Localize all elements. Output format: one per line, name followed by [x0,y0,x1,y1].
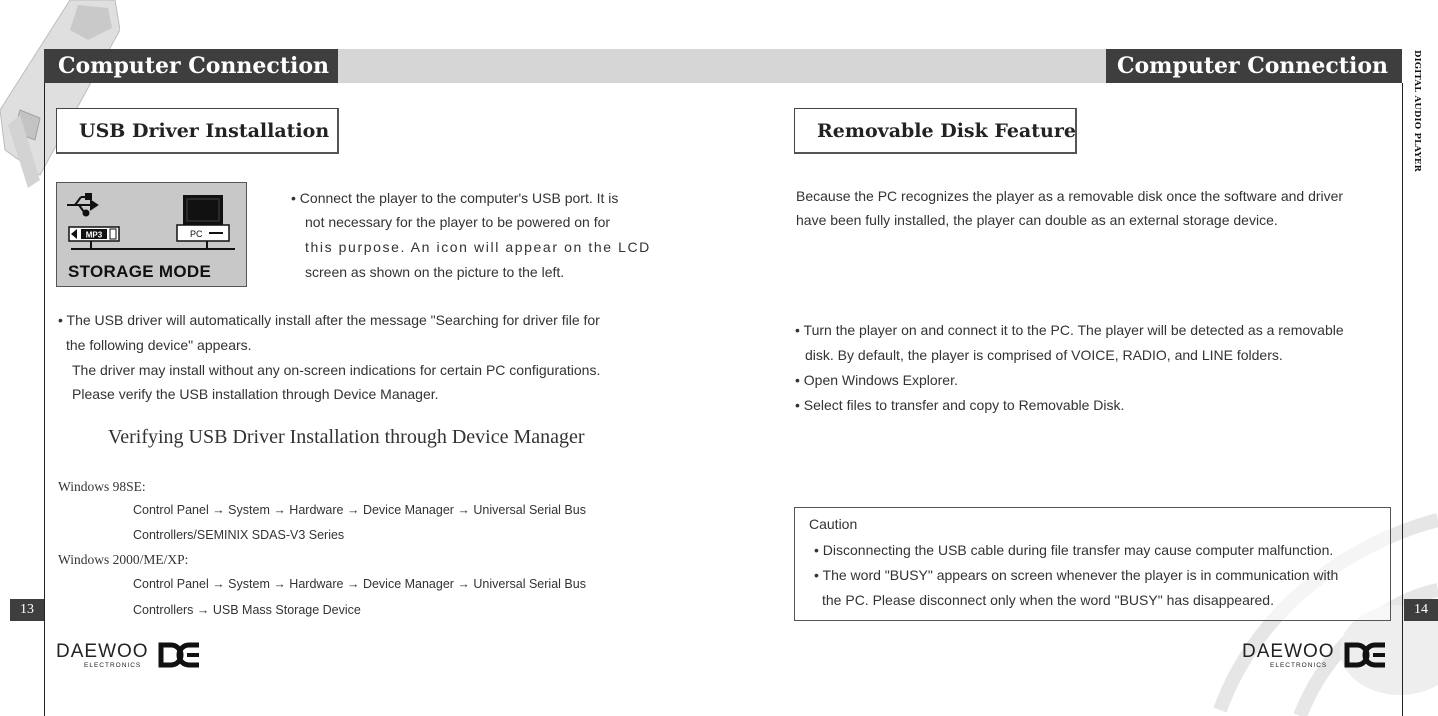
win2000-label: Windows 2000/ME/XP: [58,552,189,567]
driver-bullet-line3: The driver may install without any on-screen indications for certain PC configurations. [72,362,601,378]
brand-name-right: DAEWOO [1242,641,1335,662]
intro-bullet-line4: screen as shown on the picture to the left. [305,264,565,280]
usb-icon [67,194,97,216]
intro-bullet-line1: • Connect the player to the computer's USB port. It is [291,190,619,206]
win98-path-line2: Controllers/SEMINIX SDAS-V3 Series [133,528,345,542]
side-label [1406,50,1424,200]
daewoo-logo-right [1242,641,1402,671]
verify-heading: Verifying USB Driver Installation through Device Manager [108,426,585,448]
brand-name-left: DAEWOO [56,641,149,662]
pc-monitor-icon [177,195,229,241]
side-label-text: DIGITAL AUDIO PLAYER [1412,50,1422,172]
mp3-label: MP3 [85,230,103,240]
win2000-path-line1: Control Panel → System → Hardware → Device Manager → Universal Serial Bus [133,577,586,591]
intro-bullet-line3: this purpose. An icon will appear on the LCD [305,239,651,255]
right-bullet-line3: • Open Windows Explorer. [795,372,958,388]
daewoo-emblem-icon [157,642,203,668]
left-margin-line [44,83,45,716]
right-intro-line2: have been fully installed, the player can double as an external storage device. [796,212,1278,228]
caution-line1: • Disconnecting the USB cable during file transfer may cause computer malfunction. [814,542,1334,558]
caution-line3: the PC. Please disconnect only when the word "BUSY" has disappeared. [822,592,1274,608]
daewoo-emblem-icon [1343,642,1389,668]
intro-bullet-line2: not necessary for the player to be powered on for [305,214,611,230]
brand-sub-left: ELECTRONICS [84,662,142,669]
right-intro-line1: Because the PC recognizes the player as a removable disk once the software and driver [796,188,1344,204]
player-device-image [0,0,120,190]
daewoo-logo-left [56,641,216,671]
caution-box [794,507,1391,621]
driver-bullet-line1: • The USB driver will automatically install after the message "Searching for driver file for [58,312,600,328]
driver-bullet-line2: the following device" appears. [66,337,252,353]
page-number-right: 14 [1404,599,1438,621]
right-margin-line [1402,83,1403,716]
right-bullet-line4: • Select files to transfer and copy to Removable Disk. [795,397,1125,413]
pc-label: PC [190,229,203,239]
section-title-removable-disk: Removable Disk Feature [794,108,1077,154]
header-title-right-box [1106,49,1402,83]
win2000-path-line2: Controllers → USB Mass Storage Device [133,603,361,617]
lcd-mode-label: STORAGE MODE [68,262,212,281]
page-number-left: 13 [10,599,44,621]
header-title-left-box [44,49,338,83]
section-title-usb-driver: USB Driver Installation [56,108,339,154]
mp3-device-icon [69,227,119,241]
win98-path-line1: Control Panel → System → Hardware → Device Manager → Universal Serial Bus [133,503,586,517]
caution-title: Caution [809,516,858,532]
header-title-right: Computer Connection [1116,53,1388,79]
win98-label: Windows 98SE: [58,479,146,494]
driver-bullet-line4: Please verify the USB installation through Device Manager. [72,386,439,402]
right-bullet-line1: • Turn the player on and connect it to the PC. The player will be detected as a removable [795,322,1344,338]
header-title-left: Computer Connection [58,53,330,79]
brand-sub-right: ELECTRONICS [1270,662,1328,669]
caution-line2: • The word "BUSY" appears on screen whenever the player is in communication with [814,567,1339,583]
right-bullet-line2: disk. By default, the player is comprised of VOICE, RADIO, and LINE folders. [805,347,1283,363]
